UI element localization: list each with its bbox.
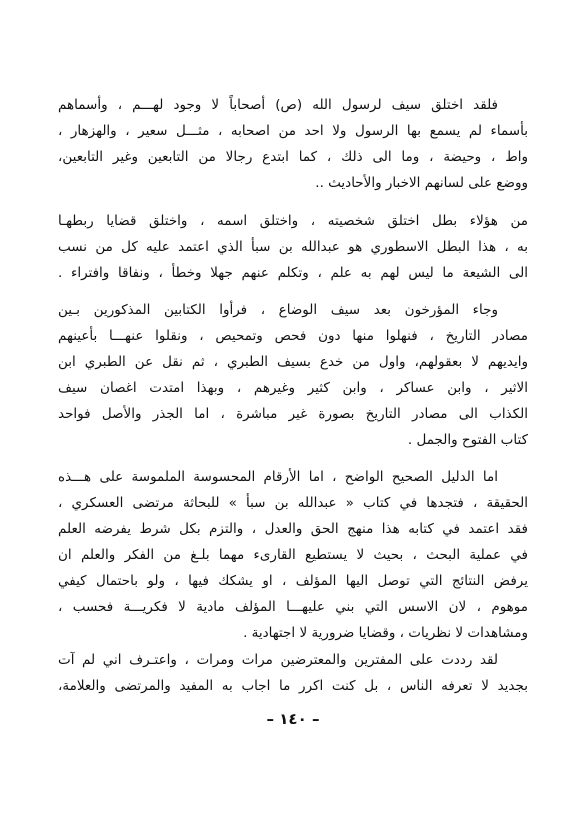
- text-line: في عملية البحث ، بحيث لا يستطيع القارىء مهما بلـغ من الفكر والعلم ان: [58, 547, 528, 563]
- text-line: بجديد لا تعرفه الناس ، بل كنت اكرر ما اجاب به المفيد والمرتضى والعلامة،: [58, 678, 528, 694]
- text-line: موهوم ، لان الاسس التي بني عليهـــا المؤلف مادية لا فكريـــة فحسب ،: [58, 599, 528, 615]
- paragraph-4: [58, 464, 528, 646]
- paragraph-5: [58, 647, 528, 699]
- page-number: – ١٤٠ –: [266, 710, 320, 728]
- text-line: الى الشيعة ما ليس لهم به علم ، وتكلم عنهم جهلا وخطأ ، ونفاقا وافتراء .: [58, 265, 528, 281]
- text-line: وجاء المؤرخون بعد سيف الوضاع ، فرأوا الكتابين المذكورين بـين: [58, 302, 498, 318]
- text-line: اما الدليل الصحيح الواضح ، اما الأرقام المحسوسة الملموسة على هـــذه: [58, 469, 498, 485]
- text-line: بأسماء لم يسمع بها الرسول ولا احد من اصحابه ، مثـــل سعير ، والهزهار ،: [58, 123, 528, 139]
- text-line: فقد اعتمد في كتابه هذا منهج الحق والعدل ، والتزم بكل شرط يفرضه العلم: [58, 521, 528, 537]
- text-line: مصادر التاريخ ، فنهلوا منها دون فحص وتمحيص ، ونقلوا عنهـــا بأعينهم: [58, 328, 528, 344]
- text-line: ووضع على لسانهم الاخبار والأحاديث ..: [315, 175, 528, 191]
- paragraph-3: [58, 297, 528, 453]
- text-line: كتاب الفتوح والجمل .: [407, 432, 528, 448]
- text-line: به ، هذا البطل الاسطوري هو عبدالله بن سبأ الذي اعتمد عليه كل من نسب: [58, 239, 528, 255]
- text-line: ومشاهدات لا نظريات ، وقضايا ضرورية لا اجتهادية .: [243, 625, 528, 641]
- text-line: الحقيقة ، فتجدها في كتاب « عبدالله بن سبأ » للبحاثة مرتضى العسكري ،: [58, 495, 528, 511]
- text-line: لقد رددت على المفترين والمعترضين مرات ومرات ، واعتـرف اني لم آت: [58, 652, 498, 668]
- text-line: فلقد اختلق سيف لرسول الله (ص) أصحاباً لا وجود لهـــم ، وأسماهم: [58, 97, 498, 113]
- text-line: الكذاب الى مصادر التاريخ بصورة غير مباشرة ، اما الجذر والأصل فواحد: [58, 406, 528, 422]
- text-line: يرفض النتائج التي توصل اليها المؤلف ، او يشكك فيها ، ولو باحتمال كيفي: [58, 573, 528, 589]
- paragraph-2: [58, 208, 528, 286]
- paragraph-1: [58, 92, 528, 196]
- text-line: الاثير ، وابن عساكر ، وابن كثير وغيرهم ، وبهذا امتدت اغصان سيف: [58, 380, 528, 396]
- text-line: من هؤلاء بطل اختلق شخصيته ، واختلق اسمه ، واختلق قضايا ربطهـا: [58, 213, 528, 229]
- text-line: وايديهم لا بعقولهم، واول من خدع بسيف الطبري ، ثم نقل عن الطبري ابن: [58, 354, 528, 370]
- text-line: واط ، وحيضة ، وما الى ذلك ، كما ابتدع رجالا من التابعين وغير التابعين،: [58, 149, 528, 165]
